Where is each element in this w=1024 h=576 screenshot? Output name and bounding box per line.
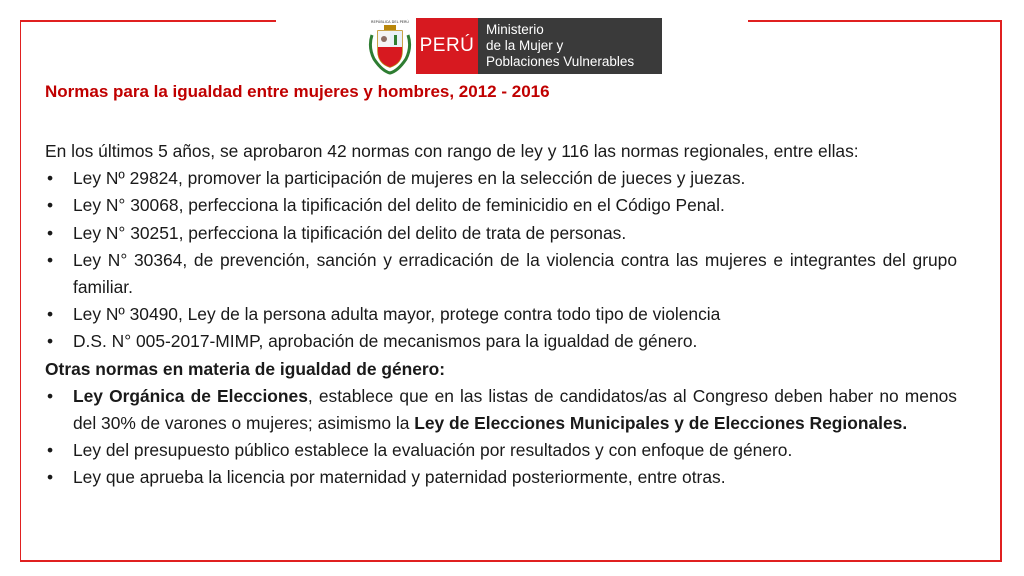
bullet-icon: • [47, 385, 54, 406]
ministry-logo-box [478, 18, 662, 74]
bullet-icon: • [47, 467, 54, 488]
bullet-icon: • [47, 249, 54, 270]
intro-paragraph: En los últimos 5 años, se aprobaron 42 normas con rango de ley y 116 las normas regionales, entre ellas: [45, 141, 859, 161]
list-item [45, 165, 957, 192]
frame-left [20, 20, 21, 562]
coat-of-arms-icon [364, 17, 416, 75]
main-content [45, 138, 957, 492]
frame-right [1000, 20, 1002, 562]
svg-text:REPÚBLICA DEL PERÚ: REPÚBLICA DEL PERÚ [371, 20, 409, 24]
peru-label: PERÚ [419, 35, 475, 56]
bullet-icon: • [47, 168, 54, 189]
bullet-icon: • [47, 331, 54, 352]
bullet-icon: • [47, 440, 54, 461]
list-item-text: Ley del presupuesto público establece la evaluación por resultados y con enfoque de género. [73, 440, 793, 461]
list-item-text: Ley N° 30251, perfecciona la tipificación del delito de trata de personas. [73, 222, 627, 243]
bullet-icon: • [47, 222, 54, 243]
bullet-icon: • [47, 304, 54, 325]
list-item-text: , establece que en las listas de candidatos/as al Congreso deben haber no menos del 30% de varones o mujeres; asimismo la [73, 385, 958, 434]
list-item-text: Ley Nº 30490, Ley de la persona adulta mayor, protege contra todo tipo de violencia [73, 304, 721, 325]
list-item-text: Ley Nº 29824, promover la participación de mujeres en la selección de jueces y juezas. [73, 168, 746, 189]
list-item [45, 383, 957, 437]
list-item [45, 192, 957, 219]
law-name-municipal-elections: Ley de Elecciones Municipales y de Elecciones Regionales. [414, 413, 908, 434]
laws-list [45, 165, 957, 355]
list-item [45, 301, 957, 328]
list-item-text: Ley N° 30364, de prevención, sanción y erradicación de la violencia contra las mujeres e integrantes del grupo familiar. [73, 249, 957, 298]
other-norms-heading: Otras normas en materia de igualdad de género: [45, 358, 446, 379]
page-title: Normas para la igualdad entre mujeres y hombres, 2012 - 2016 [45, 82, 550, 101]
list-item [45, 437, 957, 464]
frame-top-left [20, 20, 276, 22]
list-item-text: Ley que aprueba la licencia por maternidad y paternidad posteriormente, entre otras. [73, 467, 726, 488]
ministry-line-3: Poblaciones Vulnerables [486, 54, 635, 69]
list-item-text: D.S. N° 005-2017-MIMP, aprobación de mecanismos para la igualdad de género. [73, 331, 698, 352]
ministry-line-2: de la Mujer y [486, 38, 564, 53]
list-item [45, 328, 957, 355]
frame-top-right [748, 20, 1002, 22]
coat-of-arms-logo [364, 17, 416, 75]
list-item [45, 220, 957, 247]
law-name-elections: Ley Orgánica de Elecciones [73, 385, 308, 406]
list-item [45, 464, 957, 491]
list-item-text: Ley N° 30068, perfecciona la tipificación del delito de feminicidio en el Código Penal. [73, 195, 725, 216]
ministry-line-1: Ministerio [486, 22, 544, 37]
list-item [45, 247, 957, 301]
other-norms-list [45, 383, 957, 492]
peru-logo-box [416, 18, 478, 74]
frame-bottom [20, 560, 1002, 562]
bullet-icon: • [47, 195, 54, 216]
